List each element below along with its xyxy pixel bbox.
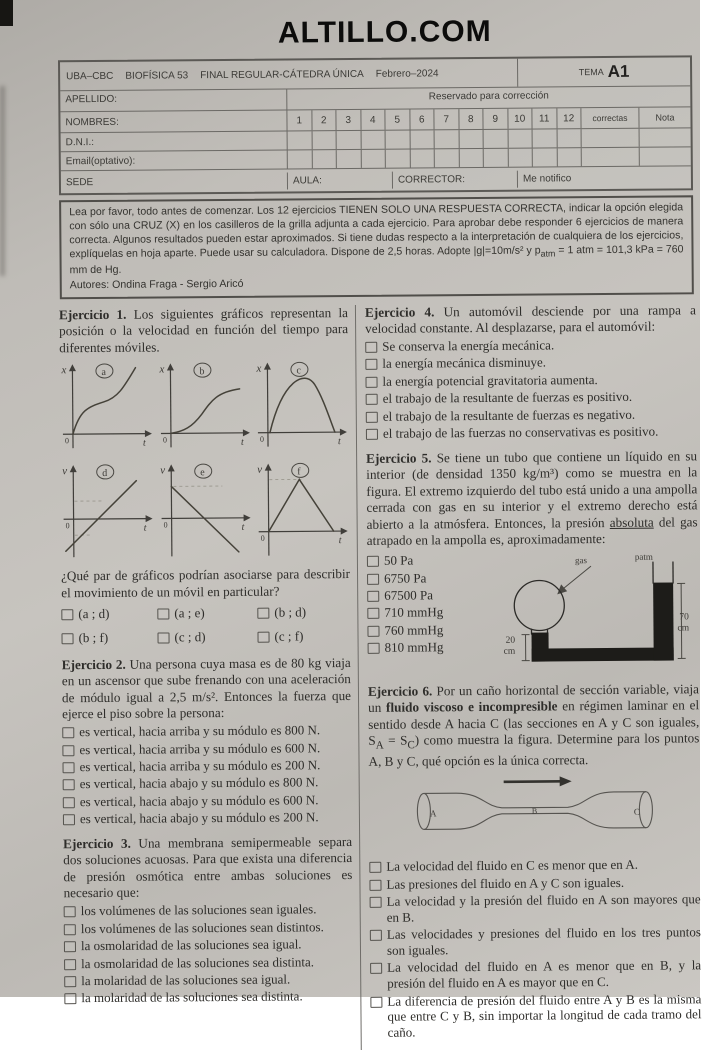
- tube-figure: [489, 549, 696, 674]
- option-label: la energía potencial gravitatoria aumenta.: [382, 372, 597, 390]
- svg-text:d: d: [102, 468, 107, 479]
- answer-checkbox[interactable]: [63, 762, 75, 773]
- exam-type-label: FINAL REGULAR-CÁTEDRA ÚNICA: [194, 68, 370, 80]
- answer-grid-cell[interactable]: [288, 150, 313, 168]
- answer-grid-cell[interactable]: [459, 149, 484, 167]
- graphs-row-velocity: [60, 459, 350, 566]
- svg-text:patm: patm: [635, 551, 653, 561]
- svg-text:0: 0: [261, 534, 265, 543]
- answer-checkbox[interactable]: [367, 573, 379, 584]
- option-label: 710 mmHg: [384, 605, 443, 621]
- svg-text:gas: gas: [575, 555, 588, 565]
- option-label: es vertical, hacia arriba y su módulo es 800 N.: [79, 723, 320, 741]
- site-title: ALTILLO.COM: [70, 13, 700, 52]
- answer-checkbox[interactable]: [64, 993, 76, 1004]
- answer-grid-cell[interactable]: [337, 131, 362, 149]
- answer-grid-cell[interactable]: [557, 129, 582, 147]
- grid-header-10: 10: [508, 109, 533, 129]
- sede-field[interactable]: SEDE: [61, 172, 288, 191]
- option-label: la osmolaridad de las soluciones sea igual.: [81, 937, 302, 955]
- grid-header-correctas: correctas: [581, 108, 639, 128]
- exercise-5-title: Ejercicio 5.: [366, 450, 431, 466]
- svg-text:v: v: [160, 465, 165, 477]
- exercise-1-question: ¿Qué par de gráficos podrían asociarse para describir el movimiento de un móvil en particular?: [61, 566, 350, 601]
- answer-checkbox[interactable]: [367, 591, 379, 602]
- exercise-1-options: [61, 602, 350, 648]
- exercise-4: [365, 302, 697, 442]
- sub-a: A: [376, 740, 384, 752]
- answer-checkbox[interactable]: [64, 924, 76, 935]
- svg-text:a: a: [101, 367, 106, 378]
- option-row: [367, 604, 487, 621]
- option-label: La velocidad y la presión del fluido en A son mayores que en B.: [387, 891, 701, 925]
- apellido-field[interactable]: APELLIDO:: [60, 89, 287, 111]
- exercise-5: [366, 448, 699, 675]
- tema-cell: [517, 57, 690, 86]
- grid-header-1: 1: [287, 110, 312, 130]
- option-row: [367, 622, 487, 639]
- nombres-field[interactable]: NOMBRES:: [60, 110, 287, 132]
- option-label: es vertical, hacia abajo y su módulo es 200 N.: [80, 809, 319, 827]
- exercise-5-body: Se tiene un tubo que contiene un líquido en su interior (de densidad 1350 kg/m³) como se muestra en la figura. El extremo izquierdo del tubo está unido a una ampolla cerrada con gas en su interior y el extremo derecho está abierto a la atmósfera. Entonces, la presión: [366, 448, 697, 532]
- me-notifico-field[interactable]: Me notifico: [518, 169, 691, 187]
- option-row: [366, 406, 697, 424]
- course-label: BIOFÍSICA 53: [119, 70, 194, 82]
- option-label: es vertical, hacia abajo y su módulo es 600 N.: [80, 792, 319, 810]
- reservado-label: Reservado para corrección: [287, 86, 690, 109]
- grid-header-11: 11: [532, 108, 557, 128]
- answer-grid-cell[interactable]: [484, 149, 509, 167]
- answer-checkbox[interactable]: [367, 625, 379, 636]
- exercise-6-body2: en régimen laminar en el sentido desde A hacia C (las secciones en A y C son iguales, S: [368, 698, 699, 749]
- answer-checkbox[interactable]: [367, 556, 379, 567]
- answer-grid-cell[interactable]: [533, 129, 558, 147]
- option-label: la molaridad de las soluciones sea distinta.: [81, 989, 302, 1007]
- svg-text:t: t: [143, 438, 146, 449]
- svg-text:C: C: [633, 807, 639, 817]
- answer-checkbox[interactable]: [369, 862, 381, 873]
- answer-grid-cell[interactable]: [508, 149, 533, 167]
- option-label: el trabajo de las fuerzas no conservativas es positivo.: [383, 423, 659, 441]
- dni-field[interactable]: D.N.I.:: [61, 131, 288, 151]
- answer-checkbox[interactable]: [63, 780, 75, 791]
- option-label: 6750 Pa: [384, 570, 426, 586]
- grid-header-6: 6: [410, 109, 435, 129]
- answer-checkbox[interactable]: [257, 632, 269, 643]
- answer-checkbox[interactable]: [64, 959, 76, 970]
- answer-grid-cell[interactable]: [533, 148, 558, 166]
- exercise-4-statement: [365, 302, 696, 338]
- exercise-5-underlined: absoluta: [610, 514, 654, 529]
- svg-text:c: c: [296, 365, 301, 376]
- answer-grid-cell[interactable]: [386, 150, 411, 168]
- option-row: [369, 874, 700, 892]
- answer-grid-cell[interactable]: [557, 148, 582, 166]
- exercise-1-title: Ejercicio 1.: [59, 306, 127, 322]
- option-label: 50 Pa: [384, 553, 413, 569]
- answer-grid-cell[interactable]: [337, 150, 362, 168]
- option-label: Se conserva la energía mecánica.: [382, 337, 554, 354]
- exercise-1: [59, 305, 351, 648]
- option-label: es vertical, hacia arriba y su módulo es 200 N.: [79, 757, 320, 775]
- answer-checkbox[interactable]: [365, 377, 377, 388]
- option-row: [63, 774, 352, 792]
- option-row: [62, 757, 351, 775]
- svg-text:0: 0: [162, 436, 166, 445]
- option-row: [257, 604, 353, 621]
- svg-text:x: x: [158, 364, 164, 376]
- answer-checkbox[interactable]: [370, 897, 382, 908]
- option-row: [367, 587, 487, 604]
- authors-line: Autores: Ondina Fraga - Sergio Aricó: [70, 274, 684, 293]
- answer-checkbox[interactable]: [366, 429, 378, 440]
- answer-checkbox[interactable]: [370, 996, 382, 1007]
- corrector-field[interactable]: CORRECTOR:: [393, 170, 518, 188]
- answer-grid-cell[interactable]: [484, 130, 509, 148]
- option-label: 67500 Pa: [384, 587, 433, 603]
- option-row: [62, 740, 351, 758]
- option-row: [370, 891, 701, 925]
- exercise-6-body3: = S: [384, 733, 408, 748]
- grid-header-4: 4: [361, 110, 386, 130]
- exercise-1-statement: [59, 305, 348, 357]
- option-row: [370, 958, 701, 992]
- answer-checkbox[interactable]: [157, 608, 169, 619]
- option-label: La velocidad del fluido en C es menor que en A.: [386, 857, 638, 875]
- option-label: la molaridad de las soluciones sea igual.: [81, 971, 290, 989]
- graph-f: [255, 459, 350, 565]
- option-label: la energía mecánica disminuye.: [382, 355, 546, 372]
- svg-text:t: t: [339, 535, 342, 546]
- answer-grid-cell[interactable]: [386, 131, 411, 149]
- exercise-5-body-end: del gas atrapado en la ampolla es, aproximadamente:: [367, 514, 698, 548]
- answer-checkbox[interactable]: [366, 394, 378, 405]
- patm-subscript: atm: [541, 248, 556, 258]
- org-label: UBA–CBC: [60, 70, 119, 81]
- answer-grid-cell[interactable]: [410, 130, 435, 148]
- option-label: Las presiones del fluido en A y C son iguales.: [386, 874, 624, 892]
- answer-checkbox[interactable]: [63, 797, 75, 808]
- instructions-box: [59, 195, 694, 299]
- option-row: [365, 336, 696, 354]
- option-row: [63, 809, 352, 827]
- option-row: [366, 423, 697, 441]
- option-row: [61, 630, 157, 647]
- answer-checkbox[interactable]: [367, 608, 379, 619]
- nota-cell[interactable]: [640, 128, 691, 146]
- svg-text:t: t: [240, 437, 243, 448]
- answer-grid-cell[interactable]: [508, 130, 533, 148]
- svg-text:x: x: [60, 364, 66, 376]
- option-label: La velocidad del fluido en A es menor que en B, y la presión del fluido en A es mayor que en C.: [387, 958, 701, 992]
- exam-body: [59, 302, 702, 1052]
- answer-checkbox[interactable]: [63, 814, 75, 825]
- answer-grid-cell[interactable]: [288, 131, 313, 149]
- option-row: [64, 901, 353, 919]
- exercise-5-statement: [366, 448, 698, 550]
- grid-header-7: 7: [434, 109, 459, 129]
- answer-grid-cell[interactable]: [435, 149, 460, 167]
- option-label: es vertical, hacia abajo y su módulo es 800 N.: [80, 775, 319, 793]
- option-row: [367, 552, 487, 569]
- answer-checkbox[interactable]: [370, 963, 382, 974]
- graphs-row-position: [59, 358, 349, 457]
- svg-text:x: x: [255, 363, 261, 375]
- grid-header-12: 12: [557, 108, 582, 128]
- svg-text:B: B: [531, 807, 536, 816]
- nota-cell[interactable]: [640, 147, 691, 165]
- option-label: (c ; f): [274, 629, 303, 645]
- option-label: es vertical, hacia arriba y su módulo es 600 N.: [79, 740, 320, 758]
- option-row: [366, 388, 697, 406]
- answer-grid-cell[interactable]: [312, 150, 337, 168]
- exercise-2-statement: [62, 655, 352, 723]
- option-row: [367, 570, 487, 587]
- option-row: [157, 629, 257, 646]
- exercise-2: [62, 655, 352, 827]
- answer-checkbox[interactable]: [64, 976, 76, 987]
- option-row: [64, 988, 353, 1006]
- exercise-3-statement: [63, 834, 353, 902]
- grid-header-8: 8: [459, 109, 484, 129]
- correctas-cell[interactable]: [582, 129, 640, 147]
- pipe-figure: [369, 771, 701, 855]
- answer-grid-cell[interactable]: [410, 149, 435, 167]
- option-row: [370, 991, 701, 1041]
- answer-checkbox[interactable]: [365, 359, 377, 370]
- option-row: [368, 639, 488, 656]
- exercise-5-options-and-figure: [367, 549, 699, 675]
- option-label: 760 mmHg: [384, 622, 443, 638]
- option-row: [157, 604, 257, 621]
- email-field[interactable]: Email(optativo):: [61, 150, 288, 170]
- svg-text:A: A: [429, 808, 436, 818]
- exercise-2-body: Una persona cuya masa es de 80 kg viaja en un ascensor que sube frenando con una aceleración de módulo igual a 2,5 m/s². Entonces la fuerza que ejerce el piso sobre la persona:: [62, 655, 351, 722]
- option-label: (c ; d): [174, 630, 205, 646]
- option-row: [365, 371, 696, 389]
- option-label: el trabajo de la resultante de fuerzas es negativo.: [383, 406, 635, 424]
- answer-grid-cell[interactable]: [312, 131, 337, 149]
- svg-text:0: 0: [163, 521, 167, 530]
- svg-text:0: 0: [260, 435, 264, 444]
- exercise-3-title: Ejercicio 3.: [63, 836, 131, 852]
- exercise-5-options: [367, 551, 488, 675]
- svg-text:e: e: [200, 467, 205, 478]
- grid-header-5: 5: [385, 110, 410, 130]
- grid-header-3: 3: [336, 110, 361, 130]
- exercise-4-body: Un automóvil desciende por una rampa a velocidad constante. Al desplazarse, para el automóvil:: [365, 302, 696, 336]
- answer-checkbox[interactable]: [369, 879, 381, 890]
- svg-text:t: t: [144, 523, 147, 534]
- answer-checkbox[interactable]: [257, 607, 269, 618]
- option-row: [64, 919, 353, 937]
- option-row: [64, 971, 353, 989]
- answer-grid-cell[interactable]: [361, 131, 386, 149]
- option-label: (b ; f): [78, 630, 108, 646]
- sub-c: C: [407, 739, 414, 751]
- option-label: la osmolaridad de las soluciones sea distinta.: [81, 954, 314, 972]
- exercise-3: [63, 834, 353, 1006]
- answer-checkbox[interactable]: [365, 342, 377, 353]
- answer-grid-cell[interactable]: [361, 150, 386, 168]
- answer-checkbox[interactable]: [62, 745, 74, 756]
- height-left-label: 20: [506, 635, 516, 645]
- svg-text:0: 0: [65, 436, 69, 445]
- answer-grid-cell[interactable]: [459, 130, 484, 148]
- exercise-6: [368, 681, 702, 1041]
- option-row: [64, 936, 353, 954]
- grid-header-9: 9: [483, 109, 508, 129]
- answer-checkbox[interactable]: [157, 633, 169, 644]
- exercise-6-statement: [368, 681, 700, 770]
- aula-field[interactable]: AULA:: [288, 171, 393, 189]
- answer-grid-cell[interactable]: [435, 130, 460, 148]
- option-row: [64, 954, 353, 972]
- option-label: 810 mmHg: [385, 639, 444, 655]
- option-label: los volúmenes de las soluciones sean distintos.: [81, 919, 324, 937]
- exam-date-label: Febrero–2024: [370, 68, 445, 80]
- tema-value: A1: [608, 62, 630, 82]
- exercise-2-title: Ejercicio 2.: [62, 657, 126, 673]
- option-row: [63, 792, 352, 810]
- answer-checkbox[interactable]: [61, 634, 73, 645]
- exercise-3-body: Una membrana semipermeable separa dos soluciones acuosas. Para que exista una diferencia de presión osmótica entre ambas soluciones es necesario que:: [63, 834, 352, 901]
- exercise-6-bold: fluido viscoso e incompresible: [386, 699, 558, 715]
- answer-checkbox[interactable]: [61, 609, 73, 620]
- svg-text:t: t: [338, 436, 341, 447]
- svg-text:b: b: [199, 366, 204, 377]
- exercise-6-title: Ejercicio 6.: [368, 683, 432, 699]
- graph-d: [60, 461, 155, 567]
- height-right-label: 70: [679, 612, 689, 622]
- answer-checkbox[interactable]: [64, 941, 76, 952]
- option-label: (a ; e): [174, 605, 204, 621]
- grid-header-nota: Nota: [639, 107, 690, 127]
- option-row: [62, 722, 351, 740]
- grid-header-2: 2: [312, 110, 337, 130]
- option-row: [257, 628, 353, 645]
- answer-checkbox[interactable]: [370, 930, 382, 941]
- option-row: [369, 856, 700, 874]
- option-row: [365, 354, 696, 372]
- right-column: [355, 302, 702, 1050]
- graph-a: [59, 360, 154, 458]
- option-row: [61, 605, 157, 622]
- option-label: Las velocidades y presiones del fluido en los tres puntos son iguales.: [387, 924, 701, 958]
- instructions-text: Lea por favor, todo antes de comenzar. Los 12 ejercicios TIENEN SOLO UNA RESPUESTA CORRECTA, indicar la opción elegida con sólo una CRUZ (X) en los casilleros de la grilla adjunta a cada ejercicio. Para aprobar debe responder 6 ejercicios de manera correcta. Algunos resultados pueden estar aproximados. Si tiene dudas respecto a la interpretación de cualquiera de los ejercicios, explíquelas en hoja aparte. Puede usar su calculadora. Dispone de 2,5 horas. Adopte |g|=10m/s² y p: [69, 201, 683, 260]
- svg-text:f: f: [297, 466, 301, 477]
- graph-c: [254, 358, 349, 456]
- graph-b: [157, 359, 252, 457]
- header-row-course: [60, 57, 690, 90]
- tema-label: TEMA: [579, 67, 604, 77]
- instructions-text-end: = 1 atm = 101,3 kPa = 760 mm de Hg.: [70, 243, 684, 276]
- exercise-6-body4: ) como muestra la figura. Determine para los puntos A, B y C, qué opción es la única correcta.: [368, 731, 699, 769]
- answer-checkbox[interactable]: [64, 907, 76, 918]
- exam-header-table: [58, 55, 693, 195]
- svg-text:v: v: [62, 465, 67, 477]
- svg-text:0: 0: [66, 521, 70, 530]
- exercise-1-body: Los siguientes gráficos representan la posición o la velocidad en función del tiempo para diferentes móviles.: [59, 305, 348, 355]
- svg-text:cm: cm: [504, 646, 516, 656]
- exercise-6-body: Por un caño horizontal de sección variable, viaja un: [368, 681, 699, 715]
- correctas-cell[interactable]: [582, 148, 640, 166]
- option-label: (a ; d): [78, 606, 109, 622]
- answer-checkbox[interactable]: [366, 411, 378, 422]
- svg-text:cm: cm: [677, 623, 689, 633]
- option-row: [370, 924, 701, 958]
- option-label: el trabajo de la resultante de fuerzas es positivo.: [383, 389, 633, 407]
- answer-checkbox[interactable]: [368, 643, 380, 654]
- option-label: los volúmenes de las soluciones sean iguales.: [81, 902, 317, 920]
- option-label: La diferencia de presión del fluido entre A y B es la misma que entre C y B, sin importar la longitud de cada tramo del caño.: [387, 991, 701, 1041]
- exercise-4-title: Ejercicio 4.: [365, 304, 435, 320]
- option-label: (b ; d): [274, 604, 306, 620]
- graph-e: [158, 460, 253, 566]
- svg-text:t: t: [241, 522, 244, 533]
- left-column: [59, 305, 361, 1053]
- answer-checkbox[interactable]: [62, 727, 74, 738]
- svg-text:v: v: [257, 464, 262, 476]
